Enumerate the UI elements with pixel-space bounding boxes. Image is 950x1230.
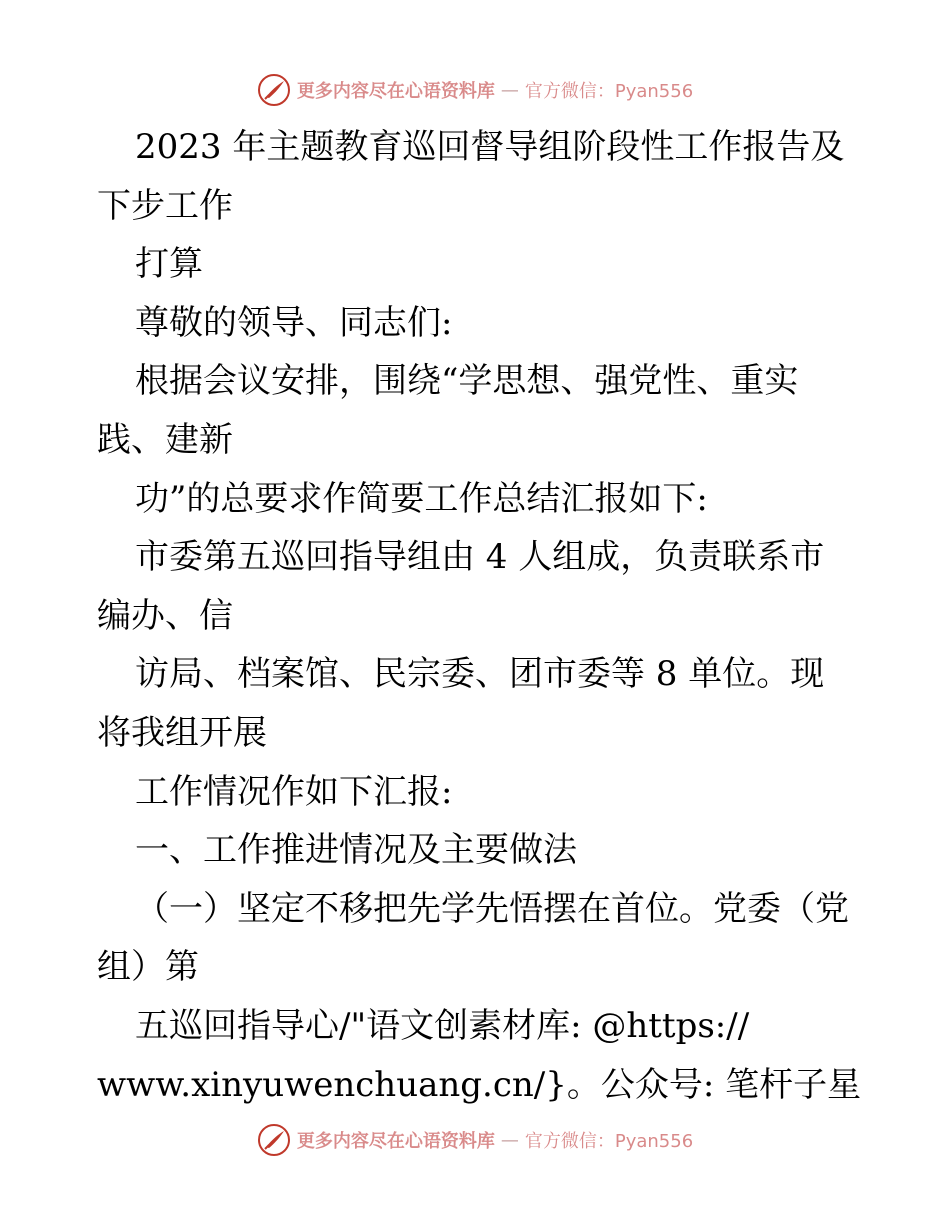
banner-site-name: 更多内容尽在心语资料库 bbox=[296, 81, 495, 102]
header-banner bbox=[0, 70, 950, 110]
paragraph-line: 市委第五巡回指导组由 4 人组成，负责联系市 bbox=[135, 537, 825, 578]
paragraph-line: 访局、档案馆、民宗委、团市委等 8 单位。现 bbox=[135, 654, 825, 695]
title-line-2: 下步工作 bbox=[97, 185, 233, 226]
document-body bbox=[97, 118, 877, 1114]
paragraph-line: 践、建新 bbox=[97, 419, 233, 460]
quill-logo-icon bbox=[257, 1123, 291, 1157]
section-heading: 一、工作推进情况及主要做法 bbox=[135, 830, 577, 871]
paragraph-line: 组）第 bbox=[97, 947, 199, 988]
paragraph-line: （一）坚定不移把先学先悟摆在首位。党委（党 bbox=[135, 888, 849, 929]
paragraph-line: 工作情况作如下汇报: bbox=[135, 771, 453, 812]
paragraph-line: 五巡回指导心/"语文创素材库: @https:// bbox=[135, 1005, 750, 1046]
paragraph-line: 将我组开展 bbox=[97, 712, 267, 753]
paragraph-line: www.xinyuwenchuang.cn/}。公众号: 笔杆子星 bbox=[97, 1064, 862, 1105]
title-line-1: 2023 年主题教育巡回督导组阶段性工作报告及 bbox=[135, 127, 845, 167]
title-line-3: 打算 bbox=[135, 244, 203, 285]
footer-banner bbox=[0, 1120, 950, 1160]
banner-wechat: 官方微信：Pyan556 bbox=[524, 81, 694, 102]
paragraph-line: 编办、信 bbox=[97, 595, 233, 636]
salutation: 尊敬的领导、同志们: bbox=[135, 302, 453, 343]
banner-wechat: 官方微信：Pyan556 bbox=[524, 1131, 694, 1152]
banner-dash: — bbox=[500, 1129, 519, 1151]
paragraph-line: 根据会议安排，围绕“学思想、强党性、重实 bbox=[135, 361, 799, 402]
paragraph-line: 功”的总要求作简要工作总结汇报如下: bbox=[135, 478, 708, 519]
banner-site-name: 更多内容尽在心语资料库 bbox=[296, 1131, 495, 1152]
banner-dash: — bbox=[500, 79, 519, 101]
quill-logo-icon bbox=[257, 73, 291, 107]
